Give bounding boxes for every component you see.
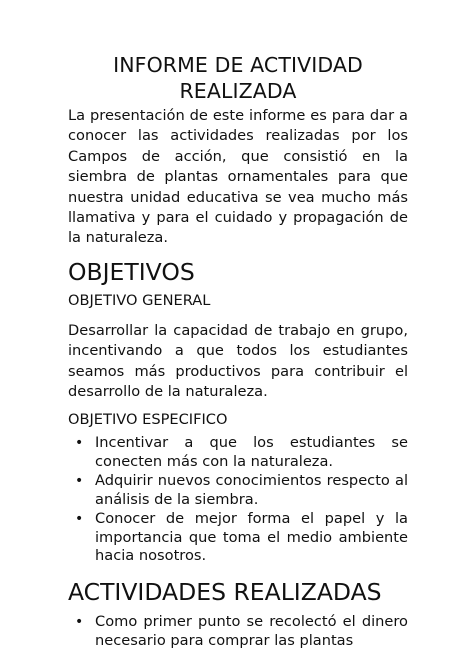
list-item-text: Como primer punto se recolectó el dinero necesario para comprar las plantas <box>95 613 408 649</box>
list-item <box>68 434 408 471</box>
objetivo-general-paragraph: Desarrollar la capacidad de trabajo en grupo, incentivando a que todos los estudiantes seamos más productivos para contribuir el desarrollo de la naturaleza. <box>68 321 408 401</box>
list-item-text: Adquirir nuevos conocimientos respecto al análisis de la siembra. <box>95 472 408 508</box>
title-line-1: INFORME DE ACTIVIDAD <box>113 53 363 77</box>
list-item-text: Conocer de mejor forma el papel y la importancia que toma el medio ambiente hacia nosotros. <box>95 510 408 564</box>
bullet-icon: • <box>75 435 84 452</box>
bullet-icon: • <box>75 614 84 631</box>
intro-paragraph: La presentación de este informe es para dar a conocer las actividades realizadas por los Campos de acción, que consistió en la siembra de plantas ornamentales para que nuestra unidad educativa se vea mucho más llamativa y para el cuidado y propagación de la naturaleza. <box>68 107 408 247</box>
list-item-text: Incentivar a que los estudiantes se conecten más con la naturaleza. <box>95 434 408 470</box>
bullet-icon: • <box>75 511 84 528</box>
document-page <box>68 52 408 651</box>
actividades-heading: ACTIVIDADES REALIZADAS <box>68 578 382 607</box>
actividades-list <box>68 613 408 650</box>
list-item <box>68 613 408 650</box>
bullet-icon: • <box>75 473 84 490</box>
objetivos-especificos-list <box>68 434 408 565</box>
objetivo-general-heading: OBJETIVO GENERAL <box>68 291 211 309</box>
list-item <box>68 472 408 509</box>
list-item <box>68 510 408 565</box>
title-line-2: REALIZADA <box>179 79 297 103</box>
document-title <box>68 52 408 104</box>
objetivos-heading: OBJETIVOS <box>68 257 195 286</box>
objetivo-especifico-heading: OBJETIVO ESPECIFICO <box>68 411 228 429</box>
